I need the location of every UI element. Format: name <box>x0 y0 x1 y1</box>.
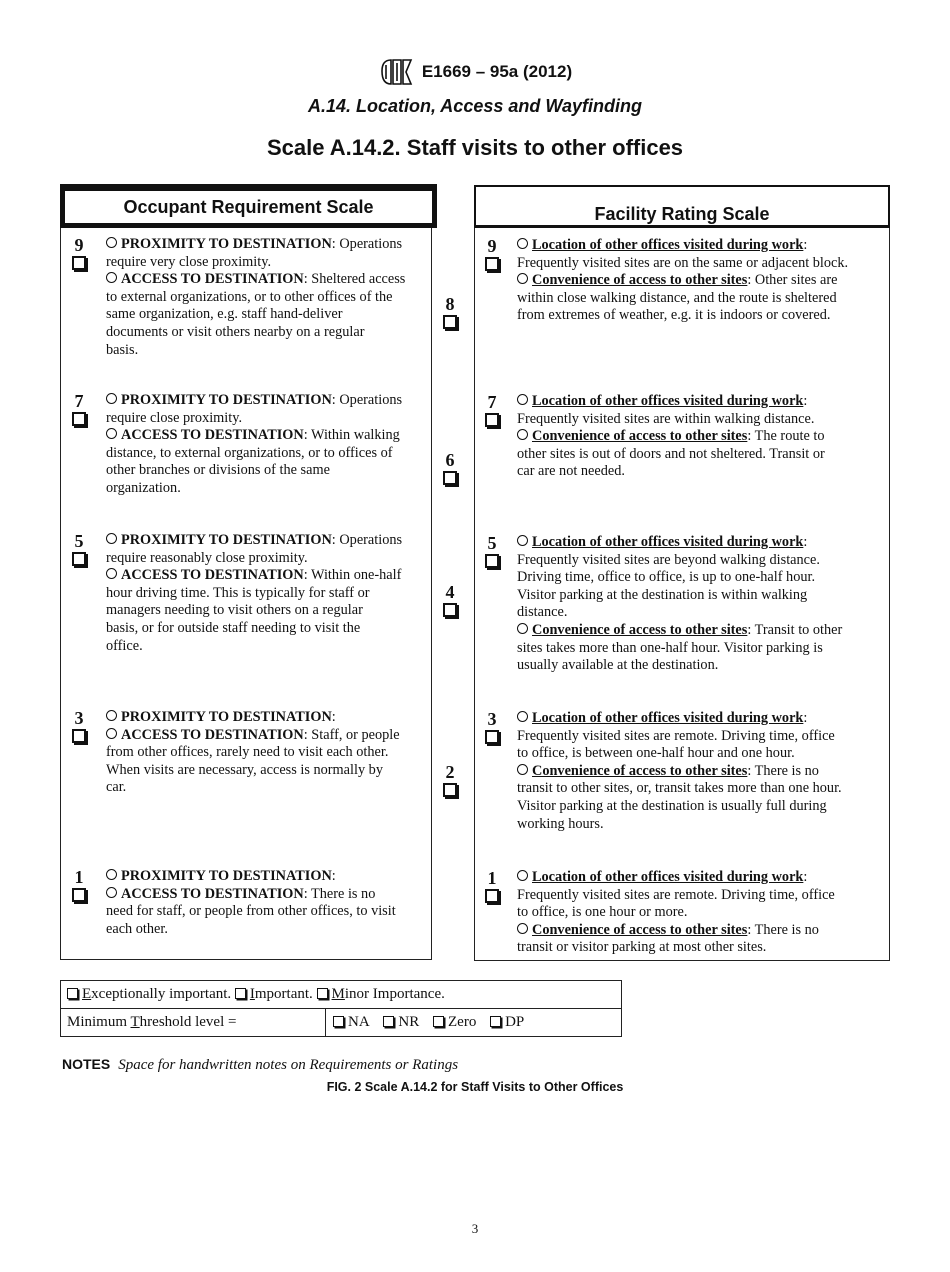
criterion-label: Convenience of access to other sites <box>532 428 748 445</box>
facility-level-checkbox[interactable] <box>485 554 499 568</box>
radio-circle-icon[interactable] <box>106 728 117 739</box>
text-run: Frequently visited sites are beyond walking distance. <box>517 551 820 568</box>
text-run: other branches or divisions of the same <box>106 462 330 479</box>
criterion-label: PROXIMITY TO DESTINATION <box>121 868 332 884</box>
occupant-level-number: 3 <box>74 708 84 728</box>
occupant-level-description <box>106 709 428 797</box>
text-run: need for staff, or people from other offices, to visit <box>106 903 396 920</box>
occupant-level-description <box>106 868 428 938</box>
text-run: : <box>803 710 808 726</box>
facility-scale-title: Facility Rating Scale <box>474 185 890 228</box>
text-run: transit or visitor parking at most other sites. <box>517 939 767 956</box>
notes-label: NOTES <box>62 1056 111 1072</box>
text-run: office. <box>106 637 143 654</box>
text-run: to office, is one hour or more. <box>517 904 688 921</box>
intermediate-level-number: 4 <box>445 582 455 602</box>
criterion-label: Location of other offices visited during work <box>532 869 804 885</box>
facility-level-number: 3 <box>487 709 497 729</box>
scale-title: Scale A.14.2. Staff visits to other offices <box>266 135 684 160</box>
radio-circle-icon[interactable] <box>517 535 528 546</box>
astm-logo-icon <box>378 57 416 87</box>
radio-circle-icon[interactable] <box>517 764 528 775</box>
checkbox-icon <box>490 1016 501 1027</box>
text-run: When visits are necessary, access is normally by <box>106 761 383 778</box>
text-run: Visitor parking at the destination is usually full during <box>517 797 827 814</box>
importance-divider <box>60 1008 622 1009</box>
criterion-label: PROXIMITY TO DESTINATION <box>121 236 332 252</box>
text-run: : Sheltered access <box>303 271 406 288</box>
facility-level-number: 5 <box>487 533 497 553</box>
checkbox-icon <box>67 988 78 999</box>
importance-exceptional[interactable]: Exceptionally important. <box>67 986 231 1002</box>
criterion-label: PROXIMITY TO DESTINATION <box>121 392 332 408</box>
criterion-label: Convenience of access to other sites <box>532 921 748 938</box>
text-run: from other offices, rarely need to visit each other. <box>106 744 389 761</box>
text-run: : <box>803 534 808 550</box>
intermediate-level-checkbox[interactable] <box>443 603 457 617</box>
radio-circle-icon[interactable] <box>517 394 528 405</box>
occupant-level-description <box>106 532 428 655</box>
text-run: require close proximity. <box>106 409 243 426</box>
text-run: transit to other sites, or, transit takes more than one hour. <box>517 780 842 797</box>
text-run: : <box>331 709 336 725</box>
radio-circle-icon[interactable] <box>517 711 528 722</box>
importance-important[interactable]: Important. <box>235 986 313 1002</box>
text-run: Visitor parking at the destination is within walking <box>517 586 808 603</box>
facility-level-description <box>517 534 887 675</box>
checkbox-icon <box>433 1016 444 1027</box>
facility-level-checkbox[interactable] <box>485 889 499 903</box>
radio-circle-icon[interactable] <box>517 923 528 934</box>
text-run: organization. <box>106 479 181 496</box>
criterion-label: Location of other offices visited during work <box>532 710 804 726</box>
text-run: : <box>803 237 808 253</box>
occupant-level-checkbox[interactable] <box>72 729 86 743</box>
text-run: working hours. <box>517 815 604 832</box>
text-run: distance, to external organizations, or to offices of <box>106 444 393 461</box>
radio-circle-icon[interactable] <box>106 428 117 439</box>
occupant-level-description <box>106 392 428 498</box>
radio-circle-icon[interactable] <box>106 272 117 283</box>
text-run: : <box>331 868 336 884</box>
text-run: hour driving time. This is typically for staff or <box>106 584 370 601</box>
notes-text: Space for handwritten notes on Requirements or Ratings <box>118 1057 459 1073</box>
radio-circle-icon[interactable] <box>517 870 528 881</box>
occupant-level-number: 1 <box>74 867 84 887</box>
text-run: : Staff, or people <box>303 726 400 743</box>
text-run: : <box>803 869 808 885</box>
facility-level-checkbox[interactable] <box>485 257 499 271</box>
checkbox-icon <box>235 988 246 999</box>
text-run: : The route to <box>747 428 825 445</box>
text-run: documents or visit others nearby on a regular <box>106 323 365 340</box>
criterion-label: Convenience of access to other sites <box>532 272 748 289</box>
text-run: : <box>803 393 808 409</box>
text-run: : Operations <box>331 236 403 252</box>
facility-level-description <box>517 710 887 833</box>
threshold-zero[interactable]: Zero <box>433 1014 476 1030</box>
occupant-level-checkbox[interactable] <box>72 552 86 566</box>
threshold-divider <box>325 1008 326 1037</box>
text-run: distance. <box>517 604 568 621</box>
text-run: : Within walking <box>303 427 400 444</box>
criterion-label: ACCESS TO DESTINATION <box>121 567 304 584</box>
text-run: to office, is between one-half hour and one hour. <box>517 745 795 762</box>
facility-level-description <box>517 393 887 481</box>
text-run: Frequently visited sites are within walking distance. <box>517 410 815 427</box>
facility-level-number: 7 <box>487 392 497 412</box>
facility-level-checkbox[interactable] <box>485 413 499 427</box>
facility-level-description <box>517 869 887 957</box>
notes-line <box>62 1056 458 1074</box>
checkbox-icon <box>333 1016 344 1027</box>
radio-circle-icon[interactable] <box>517 273 528 284</box>
threshold-dp[interactable]: DP <box>490 1014 524 1030</box>
criterion-label: Location of other offices visited during work <box>532 237 804 253</box>
importance-minor[interactable]: Minor Importance. <box>317 986 445 1002</box>
intermediate-level-checkbox[interactable] <box>443 471 457 485</box>
intermediate-level-number: 2 <box>445 762 455 782</box>
occupant-level-checkbox[interactable] <box>72 256 86 270</box>
radio-circle-icon[interactable] <box>106 237 117 248</box>
facility-level-checkbox[interactable] <box>485 730 499 744</box>
text-run: car are not needed. <box>517 463 625 480</box>
text-run: from extremes of weather, e.g. it is indoors or covered. <box>517 307 831 324</box>
intermediate-level-number: 8 <box>445 294 455 314</box>
text-run: : There is no <box>747 921 819 938</box>
document-header <box>0 57 950 87</box>
criterion-label: ACCESS TO DESTINATION <box>121 885 304 902</box>
criterion-label: Convenience of access to other sites <box>532 621 748 638</box>
text-run: basis. <box>106 341 139 358</box>
text-run: managers needing to visit others on a regular <box>106 602 363 619</box>
criterion-label: ACCESS TO DESTINATION <box>121 726 304 743</box>
criterion-label: Location of other offices visited during work <box>532 393 804 409</box>
radio-circle-icon[interactable] <box>106 393 117 404</box>
radio-circle-icon[interactable] <box>106 869 117 880</box>
radio-circle-icon[interactable] <box>517 238 528 249</box>
text-run: : There is no <box>303 885 376 902</box>
criterion-label: PROXIMITY TO DESTINATION <box>121 532 332 548</box>
page-number: 3 <box>471 1221 479 1236</box>
text-run: require reasonably close proximity. <box>106 549 308 566</box>
figure-caption: FIG. 2 Scale A.14.2 for Staff Visits to Other Offices <box>326 1080 624 1094</box>
text-run: : Other sites are <box>747 272 838 289</box>
text-run: usually available at the destination. <box>517 657 719 674</box>
text-run: Frequently visited sites are on the same or adjacent block. <box>517 254 849 271</box>
checkbox-icon <box>317 988 328 999</box>
criterion-label: ACCESS TO DESTINATION <box>121 427 304 444</box>
criterion-label: Location of other offices visited during work <box>532 534 804 550</box>
text-run: : Within one-half <box>303 567 402 584</box>
radio-circle-icon[interactable] <box>517 429 528 440</box>
text-run: : There is no <box>747 762 819 779</box>
occupant-level-number: 7 <box>74 391 84 411</box>
radio-circle-icon[interactable] <box>106 533 117 544</box>
criterion-label: PROXIMITY TO DESTINATION <box>121 709 332 725</box>
facility-level-number: 1 <box>487 868 497 888</box>
threshold-options <box>333 1013 524 1031</box>
threshold-na[interactable]: NA <box>333 1014 370 1030</box>
intermediate-level-checkbox[interactable] <box>443 315 457 329</box>
text-run: : Transit to other <box>747 621 843 638</box>
radio-circle-icon[interactable] <box>106 710 117 721</box>
threshold-label: Minimum Threshold level = <box>67 1014 237 1030</box>
text-run: other sites is out of doors and not sheltered. Transit or <box>517 445 825 462</box>
section-title: A.14. Location, Access and Wayfinding <box>307 96 643 116</box>
occupant-level-checkbox[interactable] <box>72 888 86 902</box>
text-run: basis, or for outside staff needing to visit the <box>106 619 361 636</box>
text-run: car. <box>106 779 127 796</box>
radio-circle-icon[interactable] <box>517 623 528 634</box>
threshold-nr[interactable]: NR <box>383 1014 419 1030</box>
importance-options <box>67 985 445 1003</box>
occupant-level-checkbox[interactable] <box>72 412 86 426</box>
radio-circle-icon[interactable] <box>106 568 117 579</box>
occupant-level-number: 5 <box>74 531 84 551</box>
facility-level-description <box>517 237 887 325</box>
criterion-label: Convenience of access to other sites <box>532 762 748 779</box>
occupant-level-description <box>106 236 428 359</box>
text-run: sites takes more than one-half hour. Visitor parking is <box>517 639 823 656</box>
text-run: : Operations <box>331 392 403 408</box>
text-run: : Operations <box>331 532 403 548</box>
facility-level-number: 9 <box>487 236 497 256</box>
text-run: same organization, e.g. staff hand-deliver <box>106 306 343 323</box>
text-run: Frequently visited sites are remote. Driving time, office <box>517 886 835 903</box>
criterion-label: ACCESS TO DESTINATION <box>121 271 304 288</box>
occupant-scale-title: Occupant Requirement Scale <box>60 184 437 228</box>
text-run: each other. <box>106 920 168 937</box>
checkbox-icon <box>383 1016 394 1027</box>
intermediate-level-number: 6 <box>445 450 455 470</box>
occupant-level-number: 9 <box>74 235 84 255</box>
text-run: Driving time, office to office, is up to one-half hour. <box>517 569 816 586</box>
text-run: require very close proximity. <box>106 253 272 270</box>
radio-circle-icon[interactable] <box>106 887 117 898</box>
text-run: to external organizations, or to other offices of the <box>106 288 393 305</box>
text-run: within close walking distance, and the route is sheltered <box>517 289 837 306</box>
text-run: Frequently visited sites are remote. Driving time, office <box>517 727 835 744</box>
designation: E1669 – 95a (2012) <box>421 62 573 81</box>
intermediate-level-checkbox[interactable] <box>443 783 457 797</box>
